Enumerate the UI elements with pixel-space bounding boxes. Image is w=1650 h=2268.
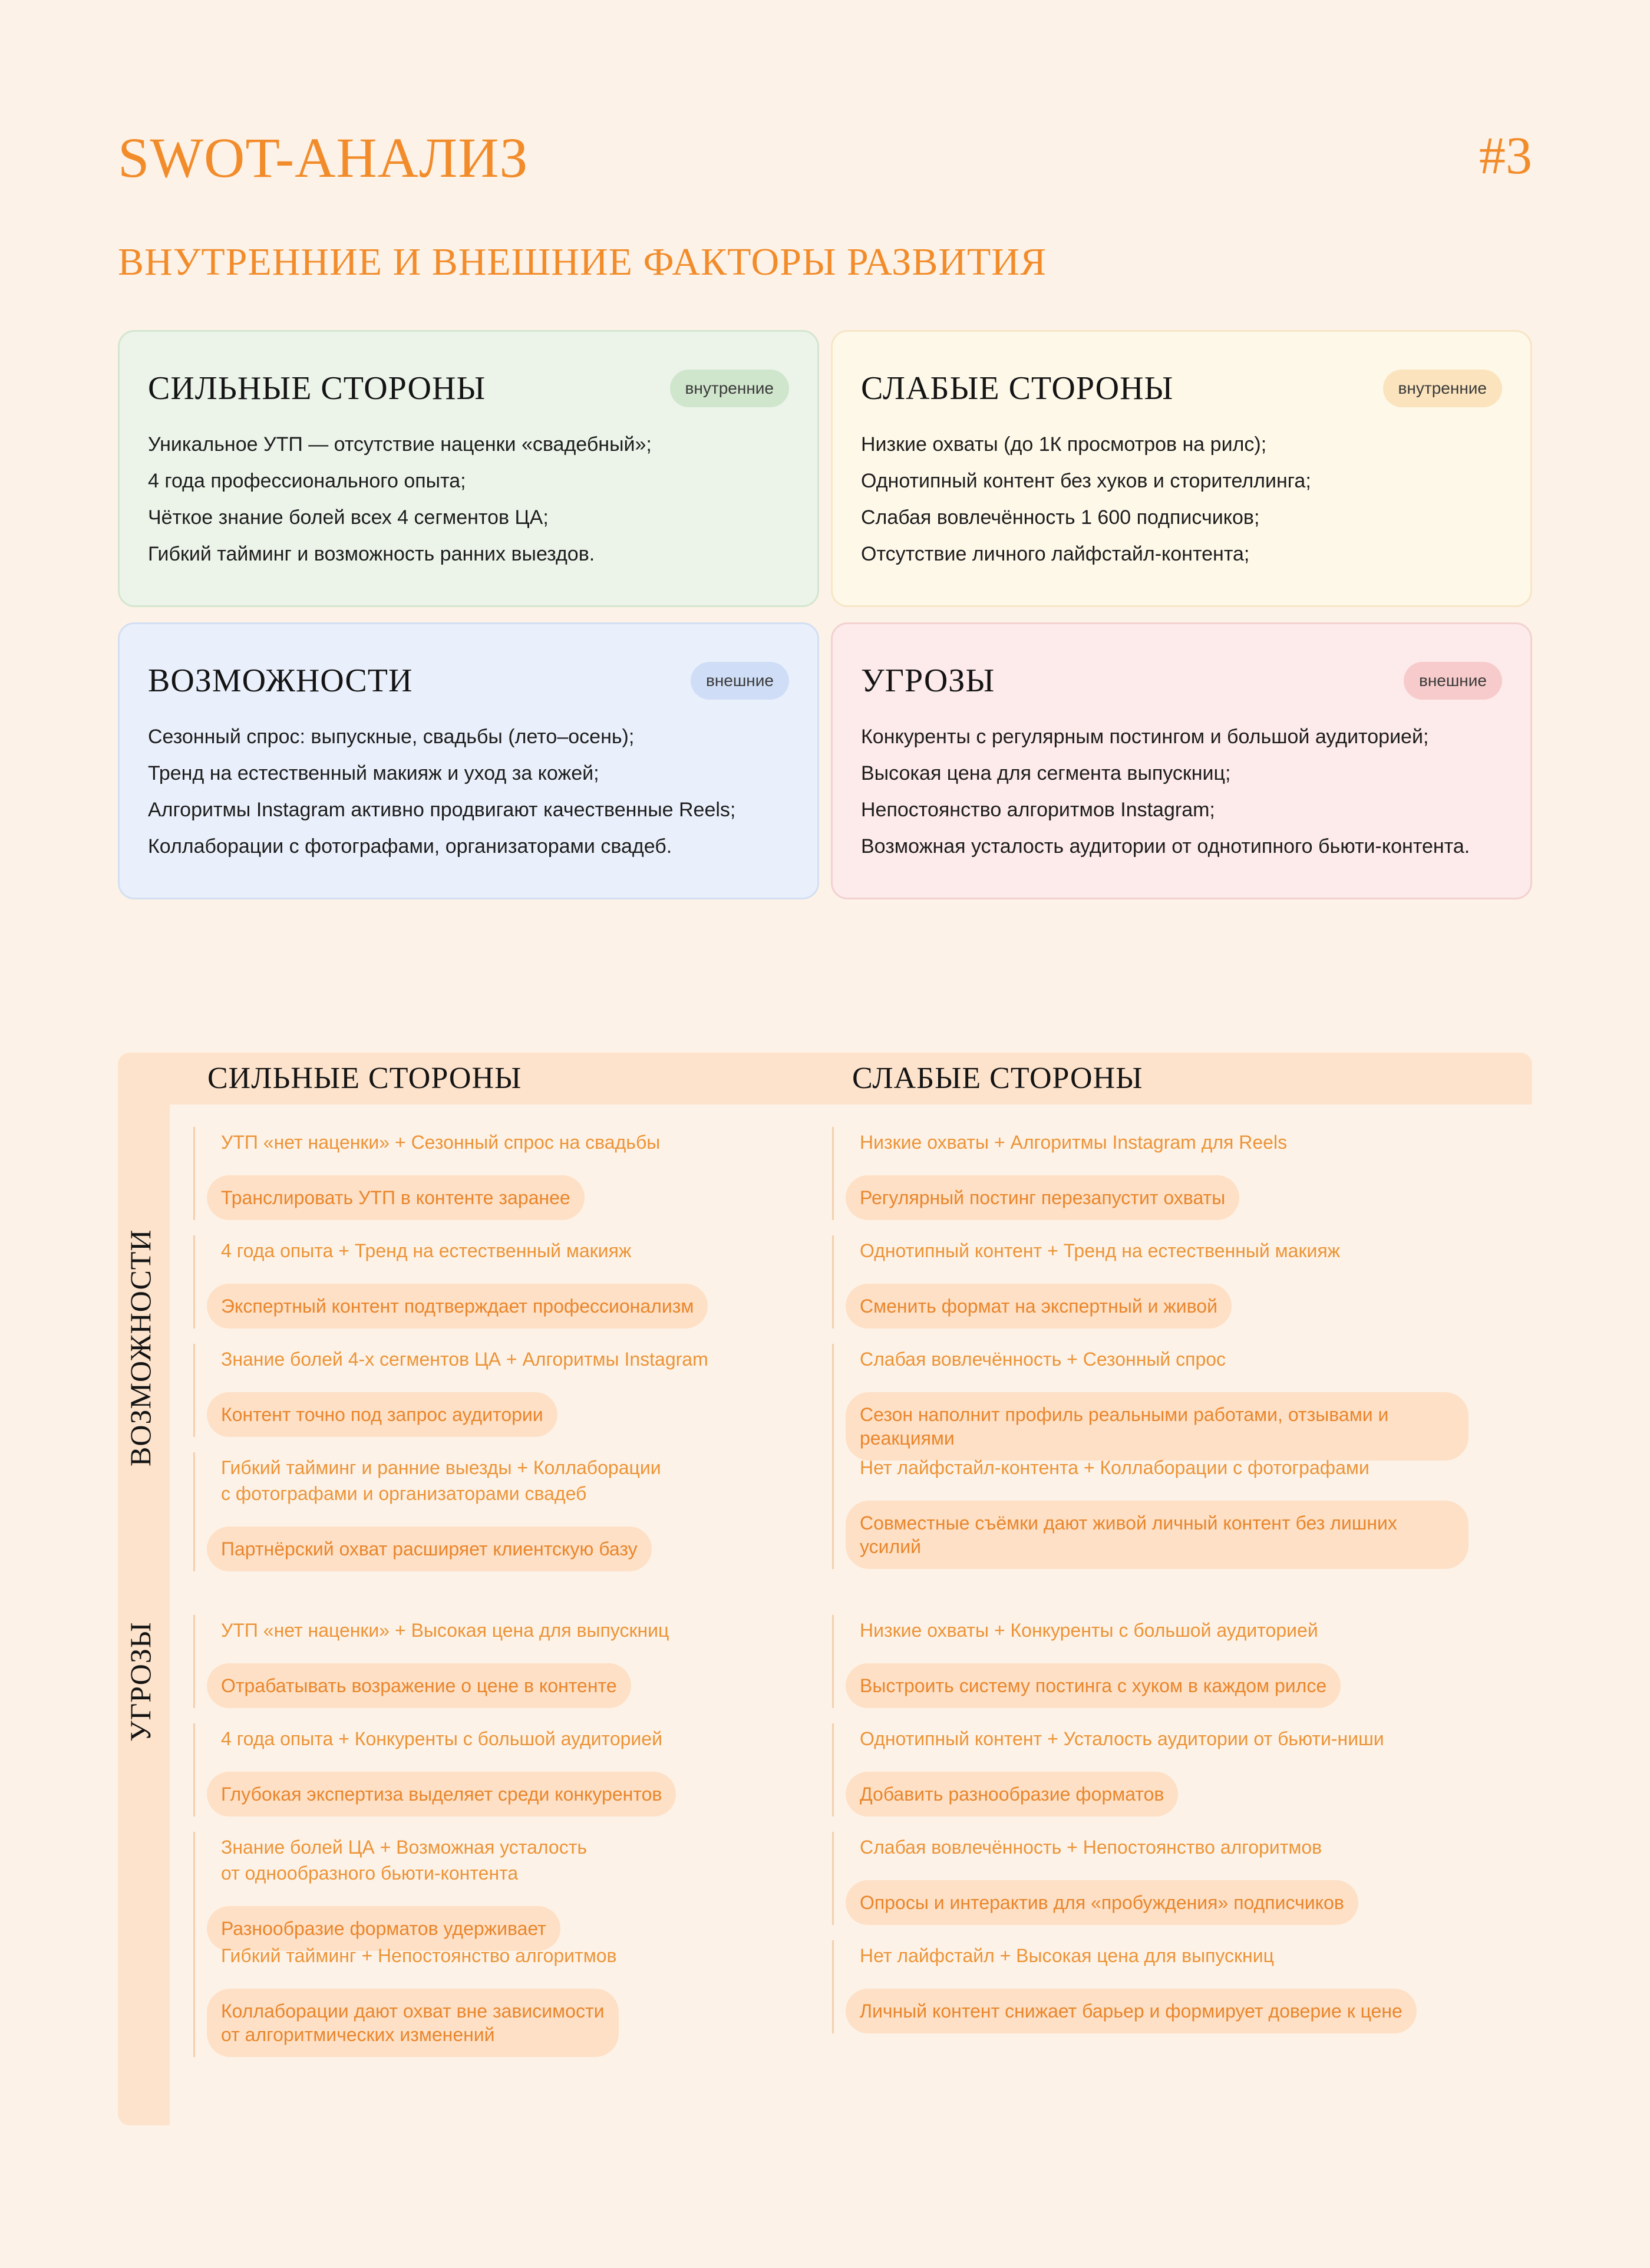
opportunities-badge: внешние [691,662,789,700]
list-item: Слабая вовлечённость 1 600 подписчиков; [861,506,1260,529]
opportunities-card [118,622,819,899]
strategy-result-pill: Коллаборации дают охват вне зависимости от алгоритмических изменений [207,1989,619,2057]
list-item: Тренд на естественный макияж и уход за кожей; [148,762,599,784]
strategy-result-pill: Совместные съёмки дают живой личный контент без лишних усилий [846,1501,1468,1569]
strategy-result-pill: Сезон наполнит профиль реальными работами, отзывами и реакциями [846,1392,1468,1461]
list-item: Коллаборации с фотографами, организаторами свадеб. [148,835,672,858]
list-item: Сезонный спрос: выпускные, свадьбы (лето–осень); [148,726,635,748]
opportunities-list [148,718,789,865]
strategy-cell-wo [832,1452,1468,1569]
threats-title: УГРОЗЫ [861,662,995,699]
strategy-result-pill: Глубокая экспертиза выделяет среди конкурентов [207,1772,676,1817]
page-title: SWOT-АНАЛИЗ [118,126,529,189]
matrix-col-weaknesses: СЛАБЫЕ СТОРОНЫ [852,1062,1143,1095]
list-item: Конкуренты с регулярным постингом и большой аудиторией; [861,726,1429,748]
strengths-title: СИЛЬНЫЕ СТОРОНЫ [148,370,486,407]
strategy-cell-wt [832,1723,1468,1817]
strategy-result-pill: Опросы и интерактив для «пробуждения» подписчиков [846,1880,1358,1925]
strategy-combination: Слабая вовлечённость + Сезонный спрос [860,1349,1226,1370]
strategy-result-pill: Регулярный постинг перезапустит охваты [846,1175,1239,1220]
strengths-badge: внутренние [670,370,789,407]
weaknesses-title: СЛАБЫЕ СТОРОНЫ [861,370,1174,407]
strategy-combination: Однотипный контент + Усталость аудитории от бьюти-ниши [860,1728,1384,1749]
threats-badge: внешние [1404,662,1502,700]
strategy-cell-st [193,1832,830,1951]
strategy-cell-wt [832,1832,1468,1925]
strategy-combination: 4 года опыта + Тренд на естественный макияж [221,1240,632,1261]
list-item: Низкие охваты (до 1К просмотров на рилс); [861,433,1267,456]
strategy-combination: УТП «нет наценки» + Сезонный спрос на свадьбы [221,1132,661,1153]
opportunities-title: ВОЗМОЖНОСТИ [148,662,413,699]
strategy-cell-st [193,1940,830,2057]
strategy-result-pill: Партнёрский охват расширяет клиентскую базу [207,1527,652,1571]
strategy-combination: Слабая вовлечённость + Непостоянство алгоритмов [860,1837,1322,1858]
strategy-combination: Знание болей ЦА + Возможная усталость от однообразного бьюти-контента [221,1837,588,1884]
strategy-result-pill: Личный контент снижает барьер и формирует доверие к цене [846,1989,1417,2033]
strategy-cell-so [193,1127,830,1220]
list-item: Уникальное УТП — отсутствие наценки «свадебный»; [148,433,652,456]
page-number: #3 [1479,127,1532,185]
list-item: Непостоянство алгоритмов Instagram; [861,799,1215,821]
strategy-cell-st [193,1615,830,1708]
list-item: Алгоритмы Instagram активно продвигают качественные Reels; [148,799,736,821]
strategy-cell-so [193,1235,830,1329]
strategy-cell-wt [832,1615,1468,1708]
strategy-cell-wo [832,1344,1468,1461]
strategy-cell-st [193,1723,830,1817]
strategy-combination: Гибкий тайминг + Непостоянство алгоритмов [221,1945,617,1966]
strategy-cell-wo [832,1127,1468,1220]
strategy-result-pill: Разнообразие форматов удерживает [207,1906,560,1951]
matrix-row-threats: УГРОЗЫ [124,1621,157,1742]
strategy-result-pill: Сменить формат на экспертный и живой [846,1284,1232,1329]
matrix-col-strengths: СИЛЬНЫЕ СТОРОНЫ [207,1062,522,1095]
strategy-result-pill: Контент точно под запрос аудитории [207,1392,557,1437]
list-item: Однотипный контент без хуков и сторителлинга; [861,470,1311,492]
weaknesses-list [861,426,1502,572]
page-subtitle: ВНУТРЕННИЕ И ВНЕШНИЕ ФАКТОРЫ РАЗВИТИЯ [118,240,1047,284]
list-item: Чёткое знание болей всех 4 сегментов ЦА; [148,506,549,529]
strategy-combination: Гибкий тайминг и ранние выезды + Коллаборации с фотографами и организаторами свадеб [221,1457,661,1504]
list-item: 4 года профессионального опыта; [148,470,466,492]
matrix-row-opportunities: ВОЗМОЖНОСТИ [124,1229,157,1466]
weaknesses-badge: внутренние [1383,370,1502,407]
list-item: Гибкий тайминг и возможность ранних выездов. [148,543,595,565]
strategy-combination: 4 года опыта + Конкуренты с большой аудиторией [221,1728,662,1749]
strategy-cell-so [193,1344,830,1437]
strategy-combination: Знание болей 4-х сегментов ЦА + Алгоритмы Instagram [221,1349,708,1370]
list-item: Высокая цена для сегмента выпускниц; [861,762,1231,784]
strategy-combination: Нет лайфстайл + Высокая цена для выпускниц [860,1945,1274,1966]
strategy-combination: Однотипный контент + Тренд на естественный макияж [860,1240,1341,1261]
strategy-combination: Нет лайфстайл-контента + Коллаборации с фотографами [860,1457,1370,1478]
strategy-result-pill: Выстроить систему постинга с хуком в каждом рилсе [846,1663,1341,1708]
strategy-cell-wt [832,1940,1468,2033]
strategy-combination: Низкие охваты + Алгоритмы Instagram для Reels [860,1132,1288,1153]
strategy-result-pill: Добавить разнообразие форматов [846,1772,1178,1817]
strengths-card [118,330,819,607]
list-item: Отсутствие личного лайфстайл-контента; [861,543,1250,565]
strategy-cell-wo [832,1235,1468,1329]
strategy-combination: УТП «нет наценки» + Высокая цена для выпускниц [221,1620,669,1641]
strategy-cell-so [193,1452,830,1571]
strategy-result-pill: Экспертный контент подтверждает профессионализм [207,1284,708,1329]
strengths-list [148,426,789,572]
list-item: Возможная усталость аудитории от однотипного бьюти-контента. [861,835,1470,858]
threats-card [831,622,1532,899]
strategy-combination: Низкие охваты + Конкуренты с большой аудиторией [860,1620,1318,1641]
threats-list [861,718,1502,865]
strategy-result-pill: Транслировать УТП в контенте заранее [207,1175,585,1220]
strategy-result-pill: Отрабатывать возражение о цене в контенте [207,1663,631,1708]
weaknesses-card [831,330,1532,607]
